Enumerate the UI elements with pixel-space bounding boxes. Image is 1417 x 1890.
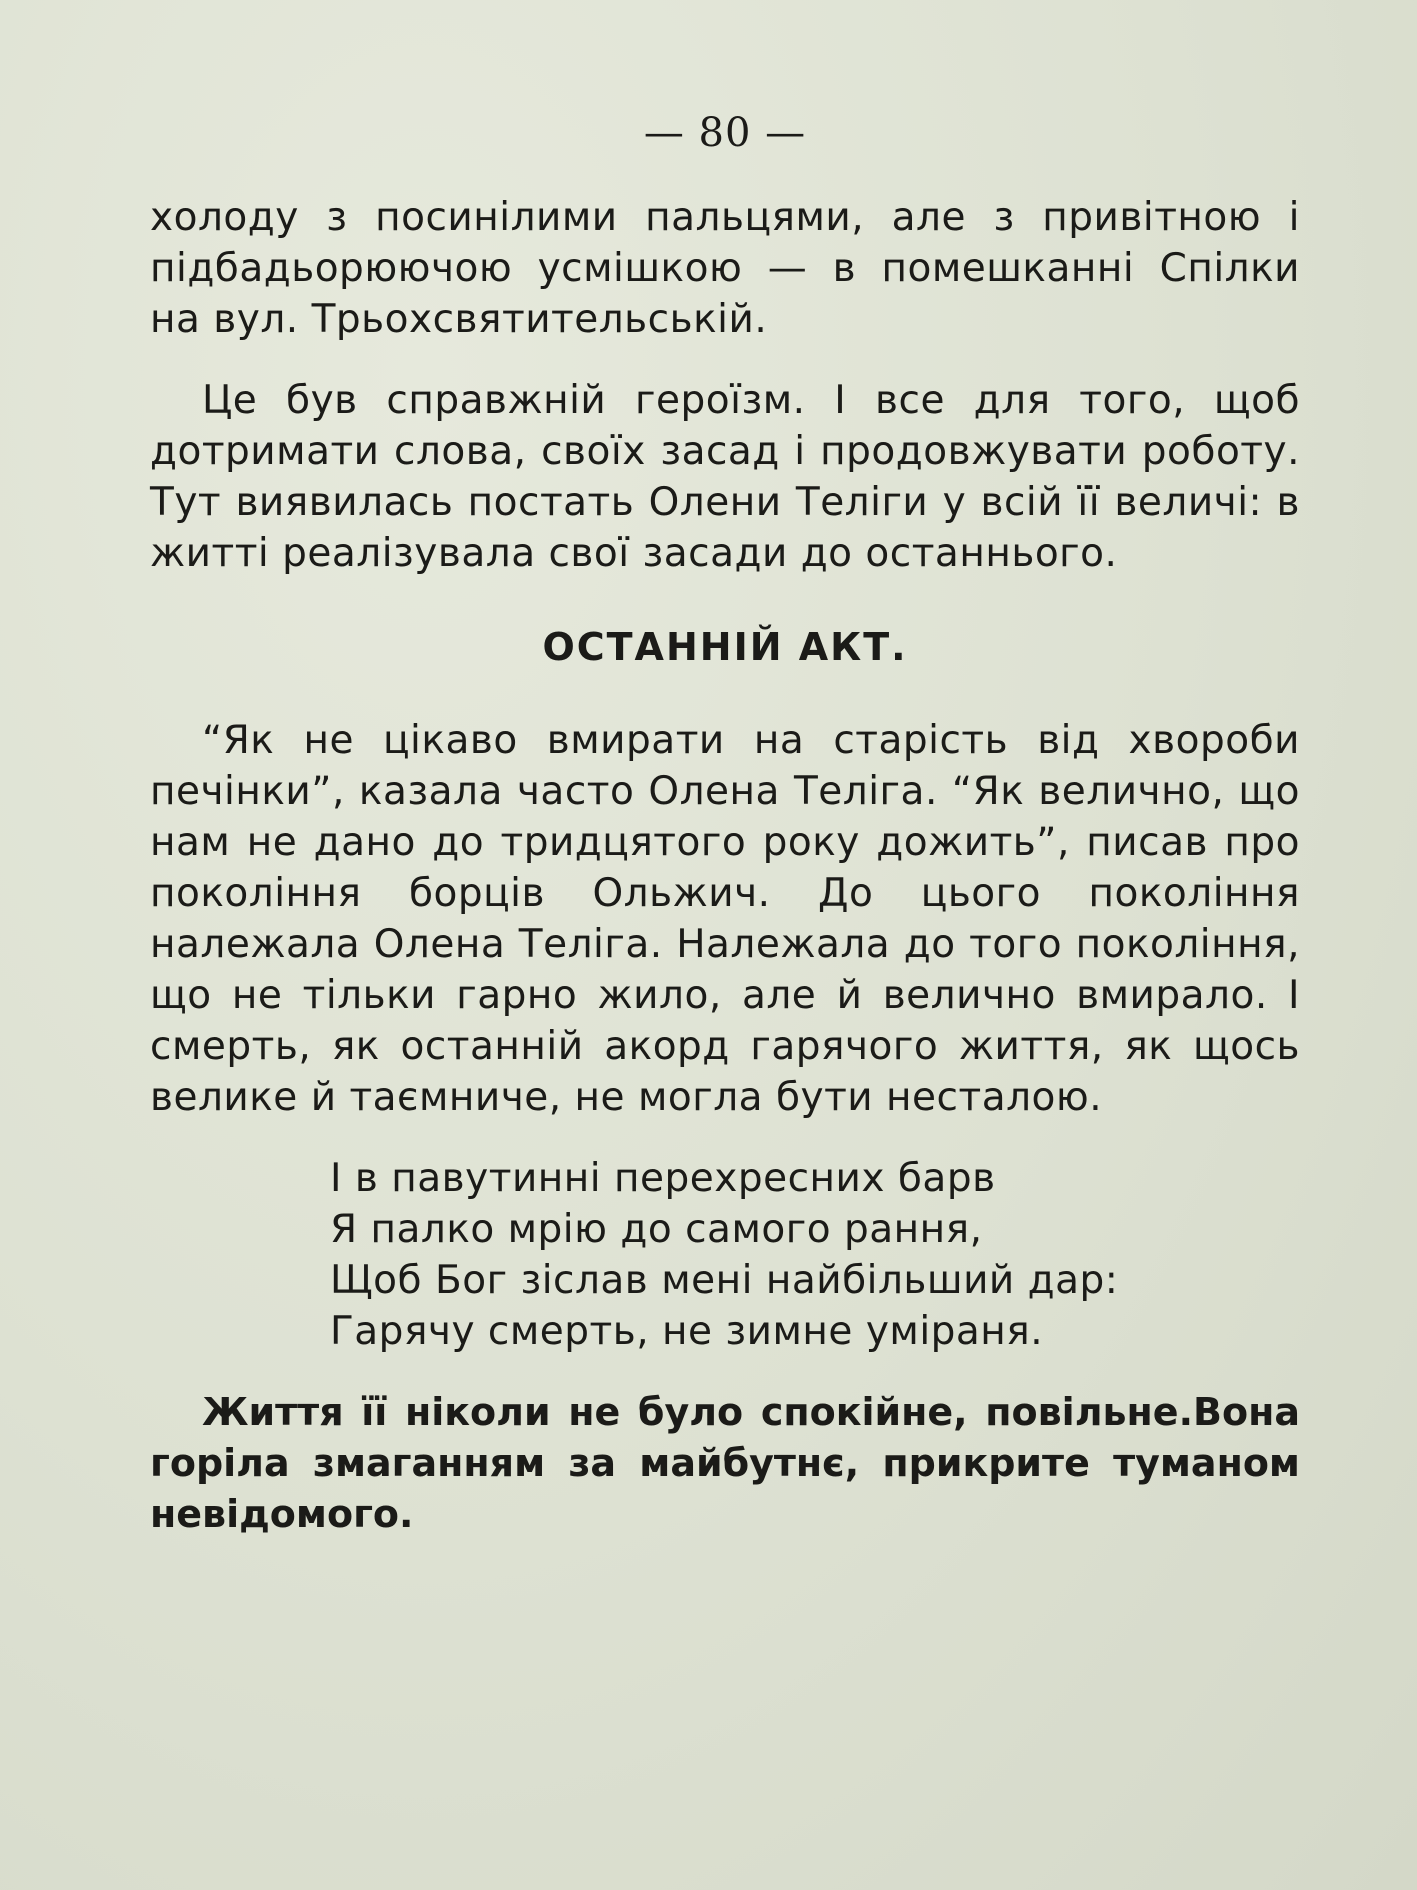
poem-line: І в павутинні перехресних барв: [330, 1156, 996, 1201]
poem-line: Щоб Бог зіслав мені найбільший дар:: [330, 1258, 1119, 1303]
poem-stanza: [330, 1153, 1300, 1357]
paragraph-continuation: холоду з посинілими пальцями, але з привітною і підбадьорюючою усмішкою — в помешканні Спілки на вул. Трьохсвятительській.: [150, 195, 1300, 342]
paragraph-last-act: “Як не цікаво вмирати на старість від хвороби печінки”, казала часто Олена Теліга. “Як велично, що нам не дано до тридцятого року дожить”, писав про покоління борців Ольжич. До цього покоління належала Олена Теліга. Належала до того покоління, що не тільки гарно жило, але й велично вмирало. І смерть, як останній акорд гарячого життя, як щось велике й таємниче, не могла бути несталою.: [150, 718, 1300, 1120]
book-page: [150, 110, 1300, 1540]
section-heading: ОСТАННІЙ АКТ.: [542, 625, 908, 669]
poem-line: Я палко мрію до самого рання,: [330, 1207, 983, 1252]
page-number: — 80 —: [643, 110, 807, 156]
poem-line: Гарячу смерть, не зимне уміраня.: [330, 1309, 1044, 1354]
paragraph-closing: Життя її ніколи не було спокійне, повільне.Вона горіла змаганням за майбутнє, прикрите туманом невідомого.: [150, 1390, 1300, 1536]
paragraph-heroism: Це був справжній героїзм. І все для того, щоб дотримати слова, своїх засад і продовжувати роботу. Тут виявилась постать Олени Теліги у всій її величі: в житті реалізувала свої засади до останнього.: [150, 378, 1300, 576]
